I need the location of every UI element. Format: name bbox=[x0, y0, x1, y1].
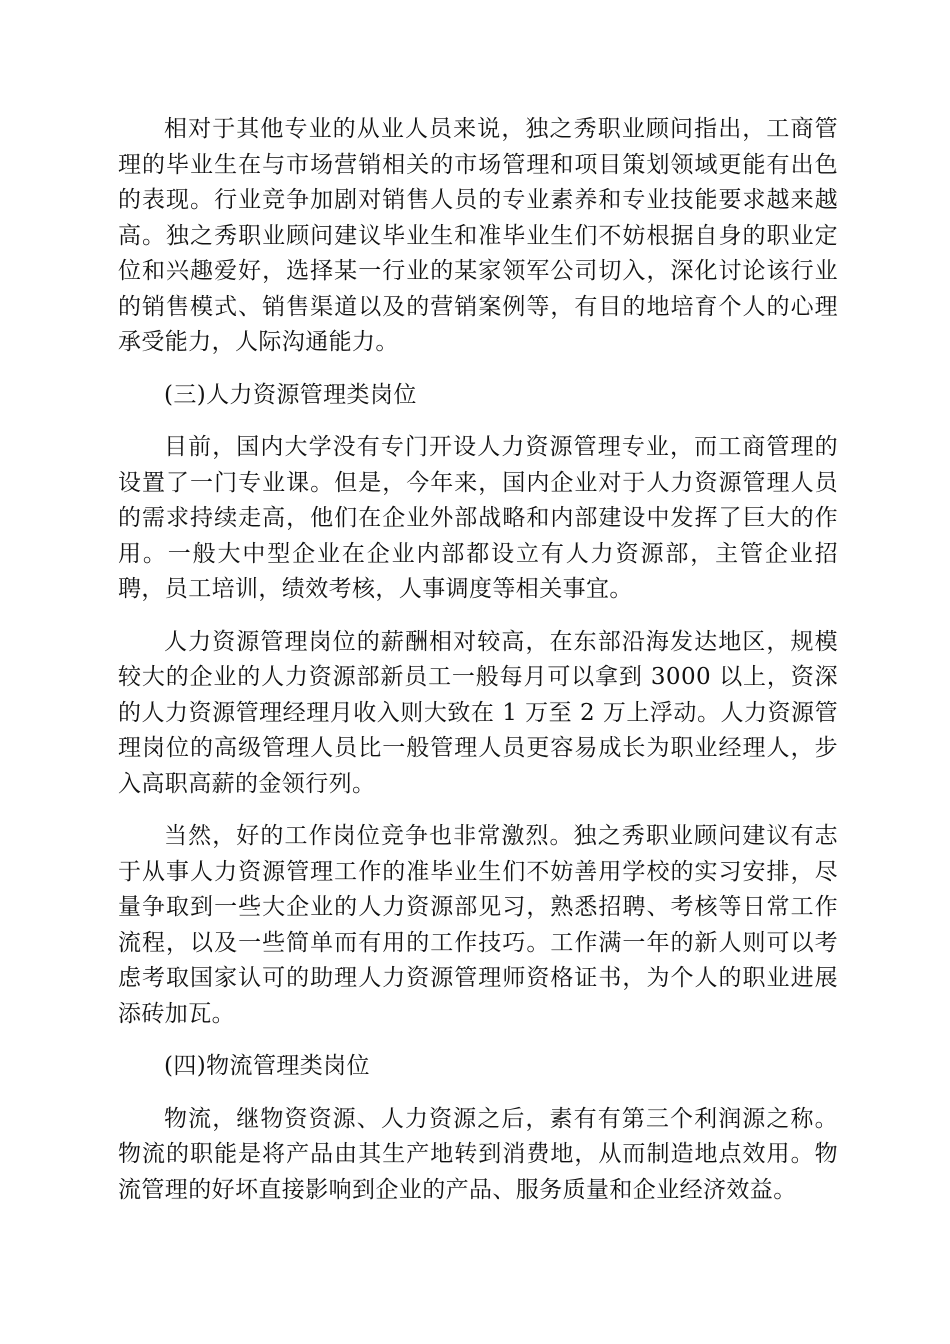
section-heading-logistics-management: (四)物流管理类岗位 bbox=[164, 1053, 370, 1079]
paragraph-hr-overview: 目前，国内大学没有专门开设人力资源管理专业，而工商管理的设置了一门专业课。但是，今年来，国内企业对于人力资源管理人员的需求持续走高，他们在企业外部战略和内部建设中发挥了巨大的作用。一般大中型企业在企业内部都设立有人力资源部，主管企业招聘，员工培训，绩效考核，人事调度等相关事宜。 bbox=[118, 434, 838, 602]
document-page bbox=[118, 112, 838, 1225]
section-heading-hr-management: (三)人力资源管理类岗位 bbox=[164, 381, 417, 408]
paragraph-marketing-advice: 相对于其他专业的从业人员来说，独之秀职业顾问指出，工商管理的毕业生在与市场营销相关的市场管理和项目策划领域更能有出色的表现。行业竞争加剧对销售人员的专业素养和专业技能要求越来越高。独之秀职业顾问建议毕业生和准毕业生们不妨根据自身的职业定位和兴趣爱好，选择某一行业的某家领军公司切入，深化讨论该行业的销售模式、销售渠道以及的营销案例等，有目的地培育个人的心理承受能力，人际沟通能力。 bbox=[118, 116, 838, 355]
paragraph-hr-competition: 当然，好的工作岗位竞争也非常激烈。独之秀职业顾问建议有志于从事人力资源管理工作的准毕业生们不妨善用学校的实习安排，尽量争取到一些大企业的人力资源部见习，熟悉招聘、考核等日常工作流程，以及一些简单而有用的工作技巧。工作满一年的新人则可以考虑考取国家认可的助理人力资源管理师资格证书，为个人的职业进展添砖加瓦。 bbox=[118, 823, 838, 1027]
paragraph-hr-salary: 人力资源管理岗位的薪酬相对较高，在东部沿海发达地区，规模较大的企业的人力资源部新员工一般每月可以拿到 3000 以上，资深的人力资源管理经理月收入则大致在 1 万至 2 万上浮动。人力资源管理岗位的高级管理人员比一般管理人员更容易成长为职业经理人，步入高职高薪的金领行列。 bbox=[118, 628, 838, 797]
paragraph-logistics-overview: 物流，继物资资源、人力资源之后，素有有第三个利润源之称。物流的职能是将产品由其生产地转到消费地，从而制造地点效用。物流管理的好坏直接影响到企业的产品、服务质量和企业经济效益。 bbox=[118, 1105, 838, 1203]
